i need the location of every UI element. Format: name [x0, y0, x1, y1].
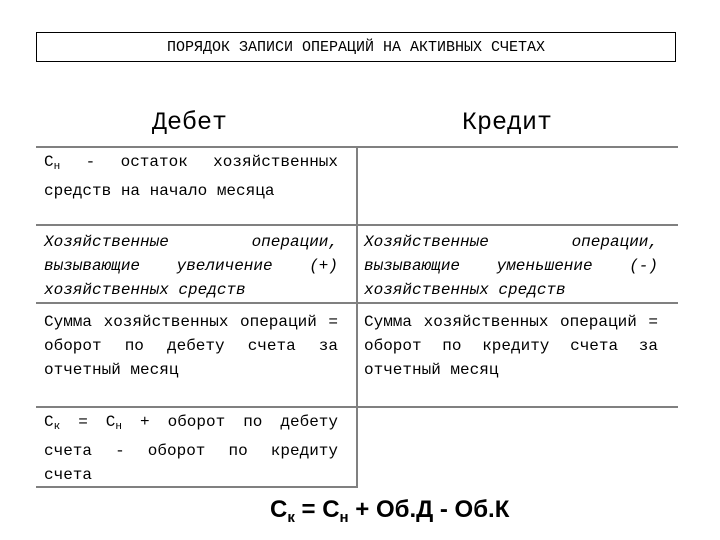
- row-divider: [358, 302, 678, 304]
- formula-sub-2: н: [339, 509, 349, 526]
- balance-formula: [270, 496, 509, 526]
- debit-header: Дебет: [152, 108, 228, 137]
- closing-part-2: = С: [60, 413, 116, 431]
- closing-sub-2: н: [115, 421, 123, 433]
- debit-increase-cell: Хозяйственные операции, вызывающие увеличение (+) хозяйственных средств: [44, 233, 338, 299]
- credit-turnover-cell: Сумма хозяйственных операций = оборот по кредиту счета за отчетный месяц: [364, 313, 658, 379]
- row-divider: [358, 406, 678, 408]
- formula-sub-1: к: [287, 509, 295, 526]
- page-title: ПОРЯДОК ЗАПИСИ ОПЕРАЦИЙ НА АКТИВНЫХ СЧЕТАХ: [36, 32, 676, 62]
- closing-part-3: + оборот по дебету счета - оборот по кредиту счета: [44, 413, 338, 484]
- row-divider: [36, 224, 356, 226]
- closing-part-1: С: [44, 413, 54, 431]
- formula-part-3: + Об.Д - Об.К: [348, 496, 510, 523]
- opening-balance-symbol: С: [44, 153, 54, 171]
- row-divider: [358, 224, 678, 226]
- credit-decrease-cell: Хозяйственные операции, вызывающие уменьшение (-) хозяйственных средств: [364, 233, 658, 299]
- closing-balance-cell: [44, 410, 338, 487]
- row-divider: [36, 406, 356, 408]
- credit-header: Кредит: [462, 108, 553, 137]
- opening-balance-cell: [44, 150, 338, 203]
- formula-part-2: = С: [294, 496, 340, 523]
- closing-sub-1: к: [53, 421, 61, 433]
- opening-balance-text: - остаток хозяйственных средств на начало месяца: [44, 153, 338, 200]
- column-divider: [356, 146, 358, 488]
- formula-part-1: С: [270, 496, 288, 523]
- opening-balance-subscript: н: [53, 161, 61, 173]
- debit-turnover-cell: Сумма хозяйственных операций = оборот по дебету счета за отчетный месяц: [44, 313, 338, 379]
- row-divider: [36, 302, 356, 304]
